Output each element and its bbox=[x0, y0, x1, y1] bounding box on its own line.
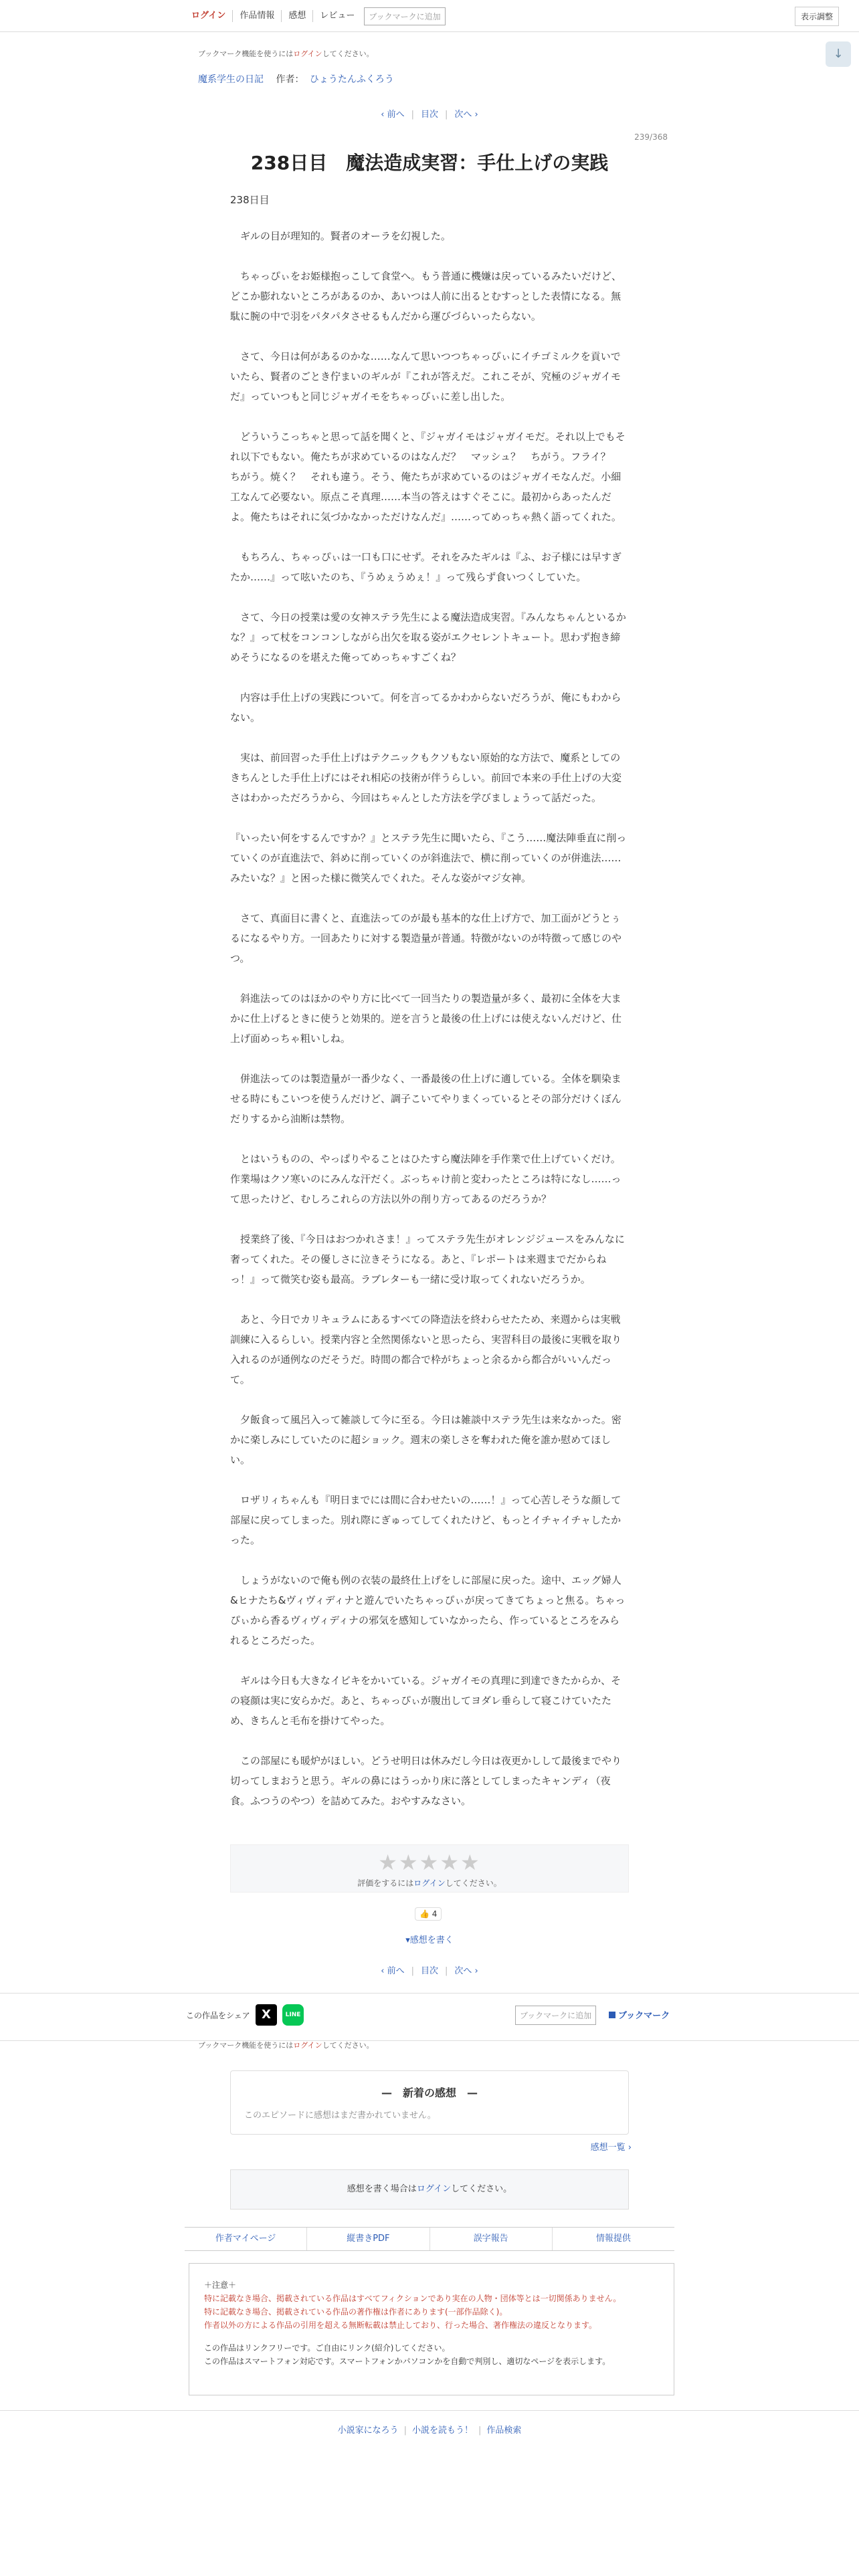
next-link[interactable]: 次へ › bbox=[454, 110, 478, 120]
share-label: この作品をシェア bbox=[186, 2011, 250, 2020]
notice-line: この作品はスマートフォン対応です。スマートフォンかパソコンかを自動で判別し、適切なページを表示します。 bbox=[204, 2357, 611, 2366]
login-link[interactable]: ログイン bbox=[185, 10, 233, 22]
toast-login-link[interactable]: ログイン bbox=[293, 49, 322, 58]
share-bookmark-button[interactable]: ブックマークに追加 bbox=[515, 2006, 596, 2025]
write-impression-toggle[interactable]: ▾感想を書く bbox=[405, 1935, 454, 1945]
body-paragraph: とはいうものの、やっぱりやることはひたすら魔法陣を手作業で仕上げていくだけ。作業場はクソ寒いのにみんな汗だく。ぶっちゃけ前と変わったところは特になし……って思ったけど、むしろこれらの方法以外の削り方ってあるのだろうか？ bbox=[230, 1153, 622, 1205]
body-paragraph: 内容は手仕上げの実践について。何を言ってるかわからないだろうが、俺にもわからない。 bbox=[230, 691, 622, 724]
next-link-bottom[interactable]: 次へ › bbox=[454, 1966, 478, 1976]
like-count: 4 bbox=[432, 1909, 438, 1919]
prev-link-bottom[interactable]: ‹ 前へ bbox=[381, 1966, 405, 1976]
bookmark-login-note: ブックマーク機能を使うにはログインしてください。 bbox=[198, 49, 374, 58]
rating-login-link[interactable]: ログイン bbox=[413, 1879, 446, 1888]
share-bar bbox=[0, 1993, 859, 2041]
bookmark-link[interactable]: ブックマーク bbox=[609, 2008, 670, 2021]
body-paragraph: この部屋にも暖炉がほしい。どうせ明日は休みだし今日は夜更かしして最後までやり切ってしまおうと思う。ギルの鼻にはうっかり床に落としてしまったキャンディ（夜食。ふつうのやつ）を詰めてみた。おやすみなさい。 bbox=[230, 1755, 622, 1807]
body-paragraph: ロザリィちゃんも『明日までには間に合わせたいの……！』って心苦しそうな顔して部屋に戻ってしまった。別れ際にぎゅってしてくれたけど、もっとイチャイチャしたかった。 bbox=[230, 1494, 622, 1546]
rating-box bbox=[230, 1844, 629, 1893]
info-report-link[interactable]: 情報提供 bbox=[595, 2234, 631, 2244]
episode-counter: 239/368 bbox=[634, 132, 668, 142]
like-button[interactable] bbox=[415, 1907, 442, 1921]
footer: 小説家になろう | 小説を読もう！ | 作品検索 bbox=[0, 2410, 859, 2450]
body-paragraph: 斜進法ってのはほかのやり方に比べて一回当たりの製造量が多く、最初に全体を大まかに仕上げるときに使うと効果的。逆を言うと最後の仕上げには使えないんだけど、仕上げ面めっちゃ粗いしね。 bbox=[230, 992, 622, 1045]
notice-line: この作品はリンクフリーです。ご自由にリンク(紹介)してください。 bbox=[204, 2343, 450, 2353]
impression-list-link[interactable]: 感想一覧 › bbox=[590, 2143, 632, 2153]
episode-title: 238日目 魔法造成実習：手仕上げの実践 bbox=[250, 152, 609, 174]
body-paragraph: さて、今日は何があるのかな……なんて思いつつちゃっぴぃにイチゴミルクを貢いでいたら、賢者のごとき佇まいのギルが『これが答えだ。これこそが、究極のジャガイモだ』っていつもと同じジャガイモをちゃっぴぃに差し出した。 bbox=[230, 350, 622, 403]
typo-report-link[interactable]: 誤字報告 bbox=[430, 2228, 553, 2250]
body-paragraph: さて、今日の授業は愛の女神ステラ先生による魔法造成実習。『みんなちゃんといるかな？』って杖をコンコンしながら出欠を取る姿がエクセレントキュート。思わず抱き締めそうになるのを堪えた俺ってめっちゃすごくね？ bbox=[230, 611, 626, 663]
footer-link-narou[interactable]: 小説家になろう bbox=[337, 2426, 399, 2436]
episode-body bbox=[230, 226, 629, 1831]
series-title-link[interactable]: 魔系学生の日記 bbox=[198, 74, 264, 85]
bookmark-icon bbox=[609, 2012, 615, 2018]
series-info bbox=[198, 72, 394, 86]
author-label: 作者： bbox=[276, 74, 304, 85]
notice-red-line: 作者以外の方による作品の引用を超える無断転載は禁止しており、行った場合、著作権法の違反となります。 bbox=[204, 2321, 597, 2330]
body-paragraph: 『いったい何をするんですか？』とステラ先生に聞いたら、『こう……魔法陣垂直に削っていくのが直進法で、斜めに削っていくのが斜進法で、横に削っていくのが併進法……みたいな？』と困った様に微笑んでくれた。そんな姿がマジ女神。 bbox=[230, 832, 627, 884]
body-paragraph: ギルは今日も大きなイビキをかいている。ジャガイモの真理に到達できたからか、その寝顔は実に安らかだ。あと、ちゃっぴぃが腹出してヨダレ垂らして寝こけていたため、きちんと毛布を掛けてやった。 bbox=[230, 1675, 622, 1727]
body-paragraph: 併進法ってのは製造量が一番少なく、一番最後の仕上げに適している。全体を馴染ませる時にもこいつを使うんだけど、調子こいてやりまくっているとその部分だけくぼんだりするから油断は禁物。 bbox=[230, 1073, 622, 1125]
x-share-icon[interactable]: X bbox=[256, 2004, 277, 2026]
toc-link[interactable]: 目次 bbox=[420, 110, 438, 120]
arrow-down-icon[interactable]: ↓ bbox=[826, 41, 851, 67]
bookmark-login-note-2: ブックマーク機能を使うにはログインしてください。 bbox=[198, 2041, 374, 2050]
impression-login-box: 感想を書く場合はログインしてください。 bbox=[230, 2169, 629, 2210]
nav-work-info[interactable]: 作品情報 bbox=[233, 10, 282, 22]
notice-red-line: 特に記載なき場合、掲載されている作品の著作権は作者にあります(一部作品除く)。 bbox=[204, 2307, 508, 2317]
vertical-pdf-link[interactable]: 縦書きPDF bbox=[307, 2228, 430, 2250]
body-paragraph: もちろん、ちゃっぴぃは一口も口にせず。それをみたギルは『ふ、お子様には早すぎたか……』って呟いたのち、『うめぇうめぇ！』って残らず食いつくしていた。 bbox=[230, 551, 622, 583]
author-link[interactable]: ひょうたんふくろう bbox=[309, 74, 394, 85]
new-impressions-box bbox=[230, 2070, 629, 2135]
line-share-icon[interactable]: LINE bbox=[282, 2004, 304, 2026]
login-link-2[interactable]: ログイン bbox=[293, 2041, 322, 2050]
body-paragraph: 夕飯食って風呂入って雑談して今に至る。今日は雑談中ステラ先生は来なかった。密かに楽しみにしていたのに超ショック。週末の楽しさを奪われた俺を誰か慰めてほしい。 bbox=[230, 1414, 622, 1466]
nav-reviews[interactable]: レビュー bbox=[320, 11, 355, 21]
header-bookmark-button[interactable]: ブックマークに追加 bbox=[364, 7, 445, 25]
author-mypage-link[interactable]: 作者マイページ bbox=[185, 2228, 307, 2250]
new-impressions-empty: このエピソードに感想はまだ書かれていません。 bbox=[244, 2111, 436, 2121]
thumbs-up-icon: 👍 bbox=[419, 1909, 430, 1919]
episode-subline: 238日目 bbox=[230, 194, 270, 206]
body-paragraph: ギルの目が理知的。賢者のオーラを幻視した。 bbox=[230, 230, 451, 242]
impression-login-link[interactable]: ログイン bbox=[416, 2184, 452, 2194]
prev-link[interactable]: ‹ 前へ bbox=[381, 110, 405, 120]
footer-link-yomou[interactable]: 小説を読もう！ bbox=[411, 2426, 473, 2436]
body-paragraph: あと、今日でカリキュラムにあるすべての降造法を終わらせたため、来週からは実戦訓練に入るらしい。授業内容と全然関係ないと思ったら、実習科目の最後に実戦を取り入れるのが通例なのだそうだ。時間の都合で枠がちょっと余るから都合がいいんだって。 bbox=[230, 1313, 622, 1386]
body-paragraph: しょうがないので俺も例の衣装の最終仕上げをしに部屋に戻った。途中、エッグ婦人&ヒナたち&ヴィヴィディナと遊んでいたちゃっぴぃが戻ってきてちょっと焦る。ちゃっぴぃから香るヴィヴィディナの邪気を感知していなかったら、作っているところをみられるところだった。 bbox=[230, 1574, 626, 1646]
header-nav bbox=[185, 7, 446, 25]
body-paragraph: さて、真面目に書くと、直進法ってのが最も基本的な仕上げ方で、加工面がどうとぅるになるやり方。一回あたりに対する製造量が普通。特徴がないのが特徴って感じのやつ。 bbox=[230, 912, 622, 964]
body-paragraph: どういうこっちゃと思って話を聞くと、『ジャガイモはジャガイモだ。それ以上でもそれ以下でもない。俺たちが求めているのはなんだ？ マッシュ？ ちがう。フライ？ ちがう。焼く？ それも違う。そう、俺たちが求めているのはジャガイモなんだ。小細工なんて必要ない。原点こそ真理……本当の答えはすぐそこに。最初からあったんだよ。俺たちはそれに気づかなかっただけなんだ』……ってめっちゃ熱く語ってくれた。 bbox=[230, 431, 626, 523]
display-settings-button[interactable]: 表示調整 bbox=[795, 7, 839, 26]
star-rating-icon[interactable]: ★★★★★ bbox=[378, 1850, 481, 1875]
header bbox=[0, 0, 859, 32]
body-paragraph: ちゃっぴぃをお姫様抱っこして食堂へ。もう普通に機嫌は戻っているみたいだけど、どこか膨れないところがあるのか、あいつは人前に出るとむすっとした表情になる。無駄に腕の中で羽をパタパタさせるもんだから運びづらいったらない。 bbox=[230, 270, 622, 322]
notice-red-line: 特に記載なき場合、掲載されている作品はすべてフィクションであり実在の人物・団体等とは一切関係ありません。 bbox=[204, 2294, 622, 2303]
notice-box bbox=[189, 2263, 674, 2395]
notice-head: ＋注意＋ bbox=[204, 2280, 237, 2290]
toc-link-bottom[interactable]: 目次 bbox=[420, 1966, 438, 1976]
pager-top: ‹ 前へ | 目次 | 次へ › bbox=[381, 110, 478, 120]
pager-bottom: ‹ 前へ | 目次 | 次へ › bbox=[381, 1966, 478, 1976]
body-paragraph: 実は、前回習った手仕上げはテクニックもクソもない原始的な方法で、魔系としてのきちんとした手仕上げにはそれ相応の技術が伴うらしい。前回で本来の手仕上げの大変さはわかっただろうから、今回はちゃんとした方法を学びましょうって話だった。 bbox=[230, 752, 622, 804]
new-impressions-title: — 新着の感想 — bbox=[381, 2086, 478, 2099]
footer-link-search[interactable]: 作品検索 bbox=[486, 2426, 522, 2436]
work-links-bar bbox=[185, 2227, 674, 2251]
body-paragraph: 授業終了後、『今日はおつかれさま！』ってステラ先生がオレンジジュースをみんなに奢ってくれた。その優しさに泣きそうになる。あと、『レポートは来週までだからねっ！』って微笑む姿も最高。ラブレターも一緒に受け取ってくれないだろうか。 bbox=[230, 1233, 625, 1285]
rating-note: 評価をするにはログインしてください。 bbox=[357, 1879, 502, 1888]
nav-impressions[interactable]: 感想 bbox=[282, 10, 313, 22]
